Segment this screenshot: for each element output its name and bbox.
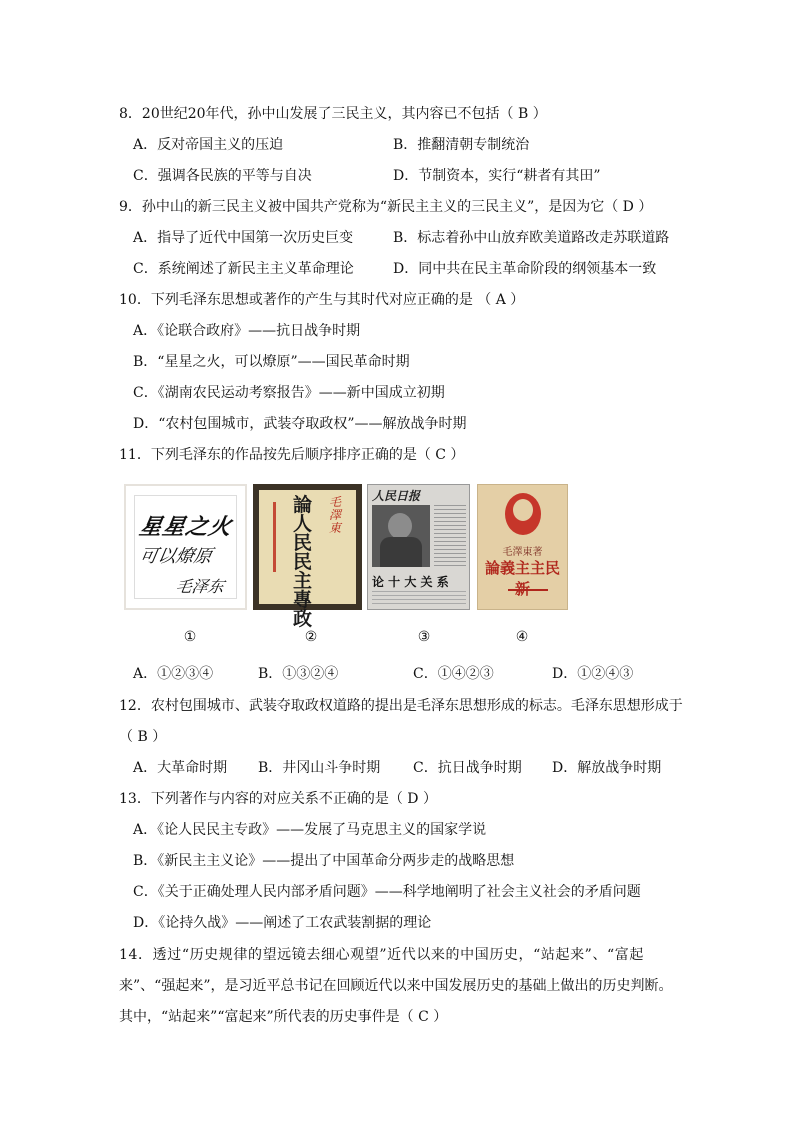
q10-option-c: C．《湖南农民运动考察报告》——新中国成立初期 [133,385,445,401]
q13-option-b: B．《新民主主义论》——提出了中国革命分两步走的战略思想 [133,853,515,869]
q9-option-a: A．指导了近代中国第一次历史巨变 [133,230,354,246]
book4-title: 論義主主民新 [484,559,560,598]
q12-stem: 12．农村包围城市、武装夺取政权道路的提出是毛泽东思想形成的标志。毛泽东思想形成于 [119,698,683,714]
q8-option-d: D．节制资本，实行“耕者有其田” [393,168,601,184]
image-calligraphy [124,484,247,610]
q12-option-c: C．抗日战争时期 [413,760,522,776]
newspaper-headline: 论 十 大 关 系 [372,575,449,589]
q11-stem: 11．下列毛泽东的作品按先后顺序排序正确的是（ C ） [119,447,465,463]
q12-stem-answer: （ B ） [119,729,167,745]
q8-option-c: C．强调各民族的平等与自决 [133,168,312,184]
q14-line-3: 其中，“站起来”“富起来”所代表的历史事件是（ C ） [119,1009,448,1025]
image-caption-3: ③ [417,629,431,645]
image-newspaper [367,484,470,610]
q9-option-c: C．系统阐述了新民主主义革命理论 [133,261,354,277]
q13-option-d: D．《论持久战》——阐述了工农武装割据的理论 [133,915,432,931]
book4-author: 毛澤東著 [502,547,543,558]
q10-option-b: B．“星星之火，可以燎原”——国民革命时期 [133,354,410,370]
book2-title: 論人民民主專政 [293,494,313,630]
q13-option-c: C．《关于正确处理人民内部矛盾问题》——科学地阐明了社会主义社会的矛盾问题 [133,884,641,900]
q8-option-b: B．推翻清朝专制统治 [393,137,530,153]
image-caption-2: ② [304,629,318,645]
calligraphy-line-2: 可以燎原 [137,546,214,567]
image-caption-4: ④ [515,629,529,645]
q14-line-1: 14．透过“历史规律的望远镜去细心观望”近代以来的中国历史，“站起来”、“富起 [119,947,644,963]
q9-option-d: D．同中共在民主革命阶段的纲领基本一致 [393,261,657,277]
q14-line-2: 来”、“强起来”，是习近平总书记在回顾近代以来中国发展历史的基础上做出的历史判断。 [119,978,673,994]
book2-author: 毛澤東 [329,495,342,535]
q10-option-d: D．“农村包围城市，武装夺取政权”——解放战争时期 [133,416,467,432]
q12-option-d: D．解放战争时期 [552,760,662,776]
q11-option-d: D．①②④③ [552,666,634,682]
q10-option-a: A．《论联合政府》——抗日战争时期 [133,323,361,339]
image-book-cover-4 [477,484,568,610]
image-book-cover-2 [253,484,362,630]
q9-stem: 9．孙中山的新三民主义被中国共产党称为“新民主主义的三民主义”，是因为它（ D ） [119,199,653,215]
q13-option-a: A．《论人民民主专政》——发展了马克思主义的国家学说 [133,822,487,838]
q11-option-c: C．①④②③ [413,666,494,682]
q9-option-b: B．标志着孙中山放弃欧美道路改走苏联道路 [393,230,670,246]
image-caption-1: ① [183,629,197,645]
q8-stem: 8．20世纪20年代，孙中山发展了三民主义，其内容已不包括（ B ） [119,106,547,122]
calligraphy-signature: 毛泽东 [174,577,226,596]
q11-option-b: B．①③②④ [258,666,339,682]
q12-option-a: A．大革命时期 [133,760,228,776]
q13-stem: 13．下列著作与内容的对应关系不正确的是（ D ） [119,791,437,807]
q11-option-a: A．①②③④ [133,666,214,682]
calligraphy-line-1: 星星之火 [137,514,235,540]
q10-stem: 10．下列毛泽东思想或著作的产生与其时代对应正确的是 （ A ） [119,292,525,308]
q12-option-b: B．井冈山斗争时期 [258,760,381,776]
q8-option-a: A．反对帝国主义的压迫 [133,137,284,153]
newspaper-masthead: 人民日报 [372,489,421,503]
